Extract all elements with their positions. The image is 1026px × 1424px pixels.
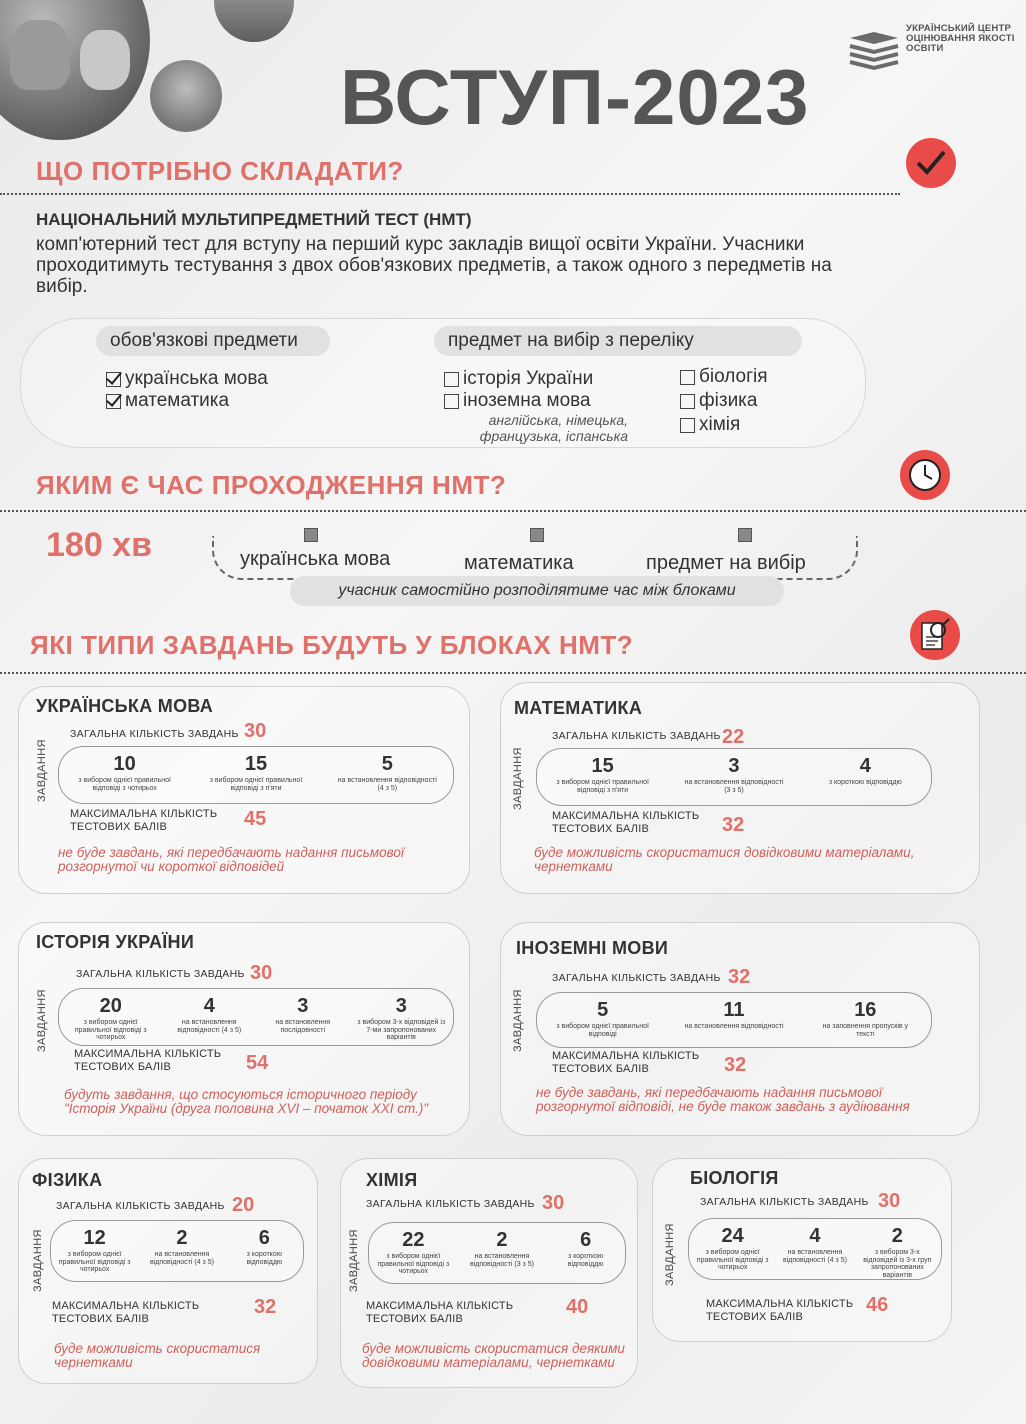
clock-icon [900, 450, 950, 500]
task-item: 4 на встановлення відповідності (4 з 5) [177, 995, 242, 1034]
max-value: 45 [244, 808, 267, 830]
max-label: МАКСИМАЛЬНА КІЛЬКІСТЬ ТЕСТОВИХ БАЛІВ [74, 1048, 222, 1073]
card-title: ХІМІЯ [366, 1170, 418, 1190]
nmt-description: комп'ютерний тест для вступу на перший курс закладів вищої освіти України. Учасники проходитимуть тестування з двох обов'язкових предметів, а також одного з передметів на вибір. [36, 234, 832, 297]
card-note: будуть завдання, що стосуються історичного періоду "Історія України (друга половина XVI – початок XXI ст.)" [64, 1087, 429, 1116]
timeline-marker [304, 528, 318, 542]
task-item: 2 на встановлення відповідності (4 з 5) [150, 1227, 214, 1266]
task-item: 20 з вибором однієї правильної відповіді з чотирьох [74, 995, 147, 1041]
task-item: 11 на встановлення відповідності [684, 999, 784, 1030]
magnifier-document-icon [910, 610, 960, 660]
empty-box-icon [444, 372, 459, 387]
task-item: 15 з вибором однієї правильної відповіді з п'яти [209, 753, 303, 792]
timeline-marker [530, 528, 544, 542]
mandatory-label: обов'язкові предмети [96, 326, 330, 356]
task-item: 3 на встановлення відповідності (3 з 5) [684, 755, 784, 794]
total-value: 20 [232, 1194, 255, 1216]
task-item: 15 з вибором однієї правильної відповіді з п'яти [556, 755, 649, 794]
total-value: 30 [244, 720, 267, 742]
total-value: 30 [878, 1190, 901, 1212]
tasks-label: ЗАВДАННЯ [348, 1229, 360, 1292]
max-value: 40 [566, 1296, 589, 1318]
checked-box-icon [106, 394, 121, 409]
card-note: не буде завдань, які передбачають надання письмової розгорнутої відповіді, не буде також завдань з аудіювання [536, 1085, 910, 1114]
task-item: 3 з вибором 3-х відповідей із 7-ми запропонованих варіантів [357, 995, 446, 1041]
max-label: МАКСИМАЛЬНА КІЛЬКІСТЬ ТЕСТОВИХ БАЛІВ [552, 810, 700, 835]
divider [0, 193, 900, 195]
total-label: ЗАГАЛЬНА КІЛЬКІСТЬ ЗАВДАНЬ [56, 1200, 225, 1212]
divider [0, 672, 1026, 674]
tasks-pill [536, 748, 932, 806]
task-item: 2 з вибором 3-х відповідей із 3-х груп запропонованих варіантів [863, 1225, 932, 1279]
task-item: 22 з вибором однієї правильної відповіді з чотирьох [377, 1229, 450, 1275]
subject-chemistry: хімія [680, 414, 740, 436]
card-title: ІСТОРІЯ УКРАЇНИ [36, 932, 195, 952]
task-item: 5 з вибором однієї правильної відповіді [556, 999, 649, 1038]
max-label: МАКСИМАЛЬНА КІЛЬКІСТЬ ТЕСТОВИХ БАЛІВ [52, 1300, 200, 1325]
task-item: 4 з короткою відповіддю [828, 755, 902, 786]
card-note: буде можливість скористатися деякими довідковими матеріалами, чернетками [362, 1341, 625, 1370]
duration: 180 хв [46, 526, 152, 564]
timeline-block-math: математика [464, 552, 574, 574]
task-item: 10 з вибором однієї правильної відповіді з чотирьох [78, 753, 171, 792]
timeline-marker [738, 528, 752, 542]
tasks-label: ЗАВДАННЯ [36, 739, 48, 802]
subject-ukrainian: українська мова [106, 368, 268, 390]
tasks-pill [688, 1218, 942, 1280]
max-label: МАКСИМАЛЬНА КІЛЬКІСТЬ ТЕСТОВИХ БАЛІВ [552, 1050, 700, 1075]
max-label: МАКСИМАЛЬНА КІЛЬКІСТЬ ТЕСТОВИХ БАЛІВ [366, 1300, 514, 1325]
task-item: 2 на встановлення відповідності (3 з 5) [470, 1229, 534, 1268]
task-item: 6 з короткою відповіддю [567, 1229, 604, 1268]
languages-note: англійська, німецька, французька, іспанська [479, 412, 628, 444]
max-value: 54 [246, 1052, 269, 1074]
total-label: ЗАГАЛЬНА КІЛЬКІСТЬ ЗАВДАНЬ [70, 728, 239, 740]
tasks-pill [50, 1220, 304, 1282]
max-value: 32 [724, 1054, 747, 1076]
card-title: ФІЗИКА [32, 1170, 103, 1190]
logo-text: УКРАЇНСЬКИЙ ЦЕНТР ОЦІНЮВАННЯ ЯКОСТІ ОСВІТИ [906, 23, 1015, 54]
card-title: МАТЕМАТИКА [514, 698, 643, 718]
book-stack-icon [846, 28, 902, 72]
subject-history: історія України [444, 368, 593, 390]
total-value: 30 [250, 962, 273, 984]
empty-box-icon [680, 418, 695, 433]
subject-physics: фізика [680, 390, 757, 412]
timeline-block-ukrainian: українська мова [240, 548, 391, 570]
divider [0, 510, 1026, 512]
tasks-pill [368, 1222, 626, 1284]
max-value: 32 [722, 814, 745, 836]
section-heading-time: ЯКИМ Є ЧАС ПРОХОДЖЕННЯ НМТ? [36, 470, 507, 500]
total-label: ЗАГАЛЬНА КІЛЬКІСТЬ ЗАВДАНЬ [700, 1196, 869, 1208]
max-label: МАКСИМАЛЬНА КІЛЬКІСТЬ ТЕСТОВИХ БАЛІВ [706, 1298, 854, 1323]
choice-label: предмет на вибір з переліку [434, 326, 802, 356]
task-item: 16 на заповнення пропусків у тексті [822, 999, 909, 1038]
total-label: ЗАГАЛЬНА КІЛЬКІСТЬ ЗАВДАНЬ [552, 972, 721, 984]
section-heading-tasks: ЯКІ ТИПИ ЗАВДАНЬ БУДУТЬ У БЛОКАХ НМТ? [30, 630, 634, 660]
tasks-label: ЗАВДАННЯ [36, 989, 48, 1052]
total-value: 22 [722, 726, 745, 748]
total-label: ЗАГАЛЬНА КІЛЬКІСТЬ ЗАВДАНЬ [76, 968, 245, 980]
nmt-title: НАЦІОНАЛЬНИЙ МУЛЬТИПРЕДМЕТНИЙ ТЕСТ (НМТ) [36, 210, 472, 229]
checkmark-icon [906, 138, 956, 188]
tasks-label: ЗАВДАННЯ [664, 1223, 676, 1286]
task-item: 3 на встановлення послідовності [275, 995, 331, 1034]
task-item: 12 з вибором однієї правильної відповіді з чотирьох [58, 1227, 131, 1273]
task-item: 24 з вибором однієї правильної відповіді з чотирьох [696, 1225, 769, 1271]
max-value: 46 [866, 1294, 889, 1316]
subject-foreign-language: іноземна мова [444, 390, 591, 412]
task-item: 5 на встановлення відповідності (4 з 5) [337, 753, 437, 792]
total-value: 32 [728, 966, 751, 988]
empty-box-icon [680, 370, 695, 385]
total-label: ЗАГАЛЬНА КІЛЬКІСТЬ ЗАВДАНЬ [366, 1198, 535, 1210]
empty-box-icon [444, 394, 459, 409]
max-value: 32 [254, 1296, 277, 1318]
card-note: буде можливість скористатися довідковими матеріалами, чернетками [534, 845, 915, 874]
subject-math: математика [106, 390, 229, 412]
task-item: 4 на встановлення відповідності (4 з 5) [783, 1225, 847, 1264]
empty-box-icon [680, 394, 695, 409]
subject-biology: біологія [680, 366, 768, 388]
header-photo-round [150, 60, 222, 132]
timeline-note: учасник самостійно розподілятиме час між блоками [290, 576, 784, 606]
card-title: БІОЛОГІЯ [690, 1168, 779, 1188]
tasks-pill [58, 746, 454, 804]
tasks-pill [58, 988, 454, 1046]
timeline-block-choice: предмет на вибір [646, 552, 806, 574]
tasks-pill [536, 992, 932, 1048]
checked-box-icon [106, 372, 121, 387]
total-label: ЗАГАЛЬНА КІЛЬКІСТЬ ЗАВДАНЬ [552, 730, 721, 742]
section-heading-what: ЩО ПОТРІБНО СКЛАДАТИ? [36, 156, 404, 186]
max-label: МАКСИМАЛЬНА КІЛЬКІСТЬ ТЕСТОВИХ БАЛІВ [70, 808, 218, 833]
card-title: ІНОЗЕМНІ МОВИ [516, 938, 669, 958]
tasks-label: ЗАВДАННЯ [32, 1229, 44, 1292]
card-title: УКРАЇНСЬКА МОВА [36, 696, 214, 716]
page-title: ВСТУП-2023 [340, 53, 810, 141]
card-note: буде можливість скористатися чернетками [54, 1341, 261, 1370]
tasks-label: ЗАВДАННЯ [512, 989, 524, 1052]
tasks-label: ЗАВДАННЯ [512, 747, 524, 810]
task-item: 6 з короткою відповіддю [246, 1227, 283, 1266]
card-note: не буде завдань, які передбачають надання письмової розгорнутої чи короткої відповідей [58, 845, 404, 874]
total-value: 30 [542, 1192, 565, 1214]
